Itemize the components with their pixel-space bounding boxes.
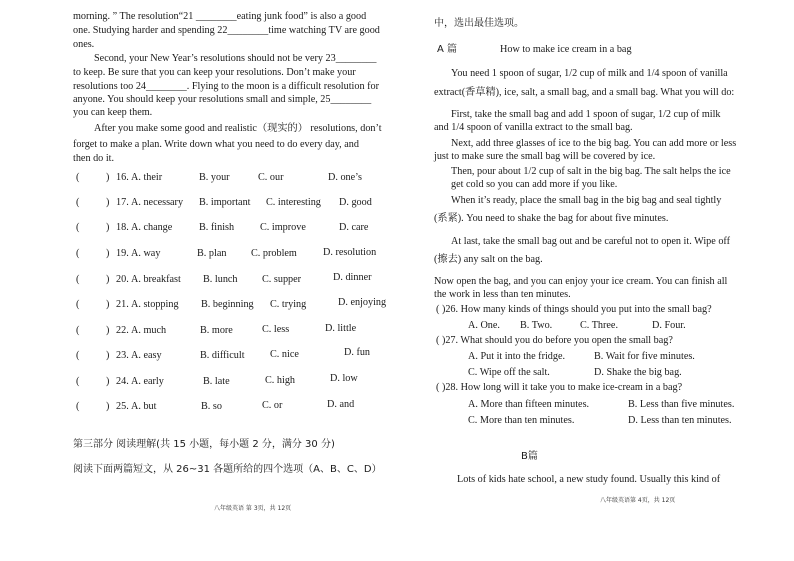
option-d: D. Less than ten minutes. bbox=[628, 415, 732, 426]
option-d: D. little bbox=[325, 323, 357, 334]
passage-line: get cold so you can add more if you like. bbox=[451, 179, 618, 190]
option-b: B. finish bbox=[199, 222, 235, 233]
option-c: C. improve bbox=[260, 222, 306, 233]
question-number: 16. bbox=[116, 172, 129, 183]
passage-line: forget to make a plan. Write down what you need to do every day, and bbox=[73, 139, 359, 150]
section-3-instructions: 阅读下面两篇短文，从 26~31 各题所给的四个选项（A、B、C、D） bbox=[73, 464, 382, 475]
option-a: A. breakfast bbox=[131, 274, 181, 285]
passage-a-label: A 篇 bbox=[437, 44, 458, 55]
answer-paren-close: ) bbox=[106, 248, 110, 259]
answer-paren-open[interactable]: ( bbox=[76, 197, 80, 208]
passage-line: You need 1 spoon of sugar, 1/2 cup of milk and 1/4 spoon of vanilla bbox=[451, 68, 728, 79]
option-c: C. or bbox=[262, 400, 283, 411]
passage-line: Then, pour about 1/2 cup of salt in the big bag. The salt helps the ice bbox=[451, 166, 731, 177]
passage-line: resolutions too 24________. Flying to the moon is a difficult resolution for bbox=[73, 81, 379, 92]
option-b: B. late bbox=[203, 376, 230, 387]
passage-line: After you make some good and realistic（现实的） resolutions, don’t bbox=[94, 123, 382, 134]
option-a: A. One. bbox=[468, 320, 500, 331]
passage-line: (系紧). You need to shake the bag for about five minutes. bbox=[434, 213, 669, 224]
option-c: C. More than ten minutes. bbox=[468, 415, 575, 426]
option-a: A. necessary bbox=[131, 197, 184, 208]
option-d: D. Four. bbox=[652, 320, 686, 331]
answer-paren-close: ) bbox=[106, 401, 110, 412]
option-a: A. easy bbox=[131, 350, 162, 361]
question-number: 21. bbox=[116, 299, 129, 310]
passage-line: just to make sure the small bag will be covered by ice. bbox=[434, 151, 656, 162]
passage-line: extract(香草精), ice, salt, a small bag, and a small bag. What you will do: bbox=[434, 87, 735, 98]
option-c: C. problem bbox=[251, 248, 297, 259]
option-c: C. trying bbox=[270, 299, 307, 310]
answer-paren-open[interactable]: ( bbox=[76, 172, 80, 183]
option-a: A. their bbox=[131, 172, 163, 183]
question-number: 18. bbox=[116, 222, 129, 233]
option-b: B. your bbox=[199, 172, 230, 183]
option-d: D. and bbox=[327, 399, 355, 410]
option-c: C. Three. bbox=[580, 320, 619, 331]
passage-b-label: B篇 bbox=[521, 451, 538, 462]
passage-line: First, take the small bag and add 1 spoon of sugar, 1/2 cup of milk bbox=[451, 109, 721, 120]
option-d: D. fun bbox=[344, 347, 371, 358]
question-number: 25. bbox=[116, 401, 129, 412]
option-d: D. resolution bbox=[323, 247, 377, 258]
answer-paren-open[interactable]: ( bbox=[76, 376, 80, 387]
option-d: D. dinner bbox=[333, 272, 372, 283]
answer-paren-close: ) bbox=[106, 350, 110, 361]
answer-paren-close: ) bbox=[106, 274, 110, 285]
passage-line: anyone. You should keep your resolutions small and simple, 25________ bbox=[73, 94, 372, 105]
instruction-continuation: 中，选出最佳选项。 bbox=[434, 18, 524, 29]
question-number: 17. bbox=[116, 197, 129, 208]
answer-paren-open[interactable]: ( bbox=[76, 222, 80, 233]
option-b: B. beginning bbox=[201, 299, 254, 310]
passage-line: Next, add three glasses of ice to the big bag. You can add more or less bbox=[451, 138, 737, 149]
passage-line: Second, your New Year’s resolutions should not be very 23________ bbox=[94, 53, 377, 64]
answer-paren-close: ) bbox=[106, 325, 110, 336]
answer-paren-open[interactable]: ( bbox=[76, 350, 80, 361]
question-number: 23. bbox=[116, 350, 129, 361]
section-3-title: 第三部分 阅读理解(共 15 小题，每小题 2 分，满分 30 分) bbox=[73, 439, 335, 450]
passage-line: When it’s ready, place the small bag in the big bag and seal tightly bbox=[451, 195, 722, 206]
passage-line: then do it. bbox=[73, 153, 115, 164]
option-c: C. Wipe off the salt. bbox=[468, 367, 550, 378]
option-a: A. but bbox=[131, 401, 157, 412]
option-a: A. change bbox=[131, 222, 173, 233]
option-d: D. good bbox=[339, 197, 372, 208]
option-b: B. lunch bbox=[203, 274, 238, 285]
question-number: 19. bbox=[116, 248, 129, 259]
option-c: C. our bbox=[258, 172, 284, 183]
option-b: B. plan bbox=[197, 248, 227, 259]
option-b: B. important bbox=[199, 197, 251, 208]
option-d: D. enjoying bbox=[338, 297, 387, 308]
option-d: D. one’s bbox=[328, 172, 362, 183]
passage-line: At last, take the small bag out and be careful not to open it. Wipe off bbox=[451, 236, 731, 247]
passage-line: (擦去) any salt on the bag. bbox=[434, 254, 543, 265]
passage-line: the work in less than ten minutes. bbox=[434, 289, 571, 300]
passage-line: you can keep them. bbox=[73, 107, 153, 118]
passage-line: to keep. Be sure that you can keep your resolutions. Don’t make your bbox=[73, 67, 356, 78]
answer-paren-open[interactable]: ( bbox=[76, 299, 80, 310]
option-b: B. so bbox=[201, 401, 222, 412]
question-number: 20. bbox=[116, 274, 129, 285]
question-stem[interactable]: ( )28. How long will it take you to make ice-cream in a bag? bbox=[436, 382, 683, 393]
option-a: A. much bbox=[131, 325, 167, 336]
option-b: B. difficult bbox=[200, 350, 245, 361]
question-number: 22. bbox=[116, 325, 129, 336]
option-a: A. stopping bbox=[131, 299, 179, 310]
option-c: C. interesting bbox=[266, 197, 321, 208]
passage-a-title: How to make ice cream in a bag bbox=[500, 44, 632, 55]
passage-line: and 1/4 spoon of vanilla extract to the small bag. bbox=[434, 122, 633, 133]
passage-line: Now open the bag, and you can enjoy your ice cream. You can finish all bbox=[434, 276, 728, 287]
passage-line: ones. bbox=[73, 39, 95, 50]
answer-paren-open[interactable]: ( bbox=[76, 401, 80, 412]
passage-b-line: Lots of kids hate school, a new study found. Usually this kind of bbox=[457, 474, 721, 485]
option-b: B. Two. bbox=[520, 320, 553, 331]
answer-paren-open[interactable]: ( bbox=[76, 325, 80, 336]
option-a: A. Put it into the fridge. bbox=[468, 351, 566, 362]
option-d: D. care bbox=[339, 222, 369, 233]
option-b: B. Less than five minutes. bbox=[628, 399, 735, 410]
passage-line: morning. ” The resolution“21 ________eating junk food” is also a good bbox=[73, 11, 367, 22]
question-stem[interactable]: ( )26. How many kinds of things should you put into the small bag? bbox=[436, 304, 712, 315]
passage-line: one. Studying harder and spending 22________time watching TV are good bbox=[73, 25, 380, 36]
page-footer: 八年级英语第 4页，共 12页 bbox=[600, 497, 676, 504]
answer-paren-close: ) bbox=[106, 172, 110, 183]
answer-paren-close: ) bbox=[106, 222, 110, 233]
option-b: B. more bbox=[200, 325, 233, 336]
option-a: A. way bbox=[131, 248, 161, 259]
option-c: C. nice bbox=[270, 349, 299, 360]
answer-paren-close: ) bbox=[106, 197, 110, 208]
answer-paren-open[interactable]: ( bbox=[76, 274, 80, 285]
answer-paren-close: ) bbox=[106, 299, 110, 310]
option-a: A. More than fifteen minutes. bbox=[468, 399, 590, 410]
option-b: B. Wait for five minutes. bbox=[594, 351, 695, 362]
question-number: 24. bbox=[116, 376, 129, 387]
page-footer: 八年级英语 第 3页，共 12页 bbox=[214, 505, 292, 512]
answer-paren-close: ) bbox=[106, 376, 110, 387]
option-c: C. less bbox=[262, 324, 290, 335]
option-c: C. high bbox=[265, 375, 296, 386]
option-c: C. supper bbox=[262, 274, 302, 285]
answer-paren-open[interactable]: ( bbox=[76, 248, 80, 259]
option-a: A. early bbox=[131, 376, 164, 387]
option-d: D. Shake the big bag. bbox=[594, 367, 682, 378]
question-stem[interactable]: ( )27. What should you do before you open the small bag? bbox=[436, 335, 673, 346]
option-d: D. low bbox=[330, 373, 358, 384]
